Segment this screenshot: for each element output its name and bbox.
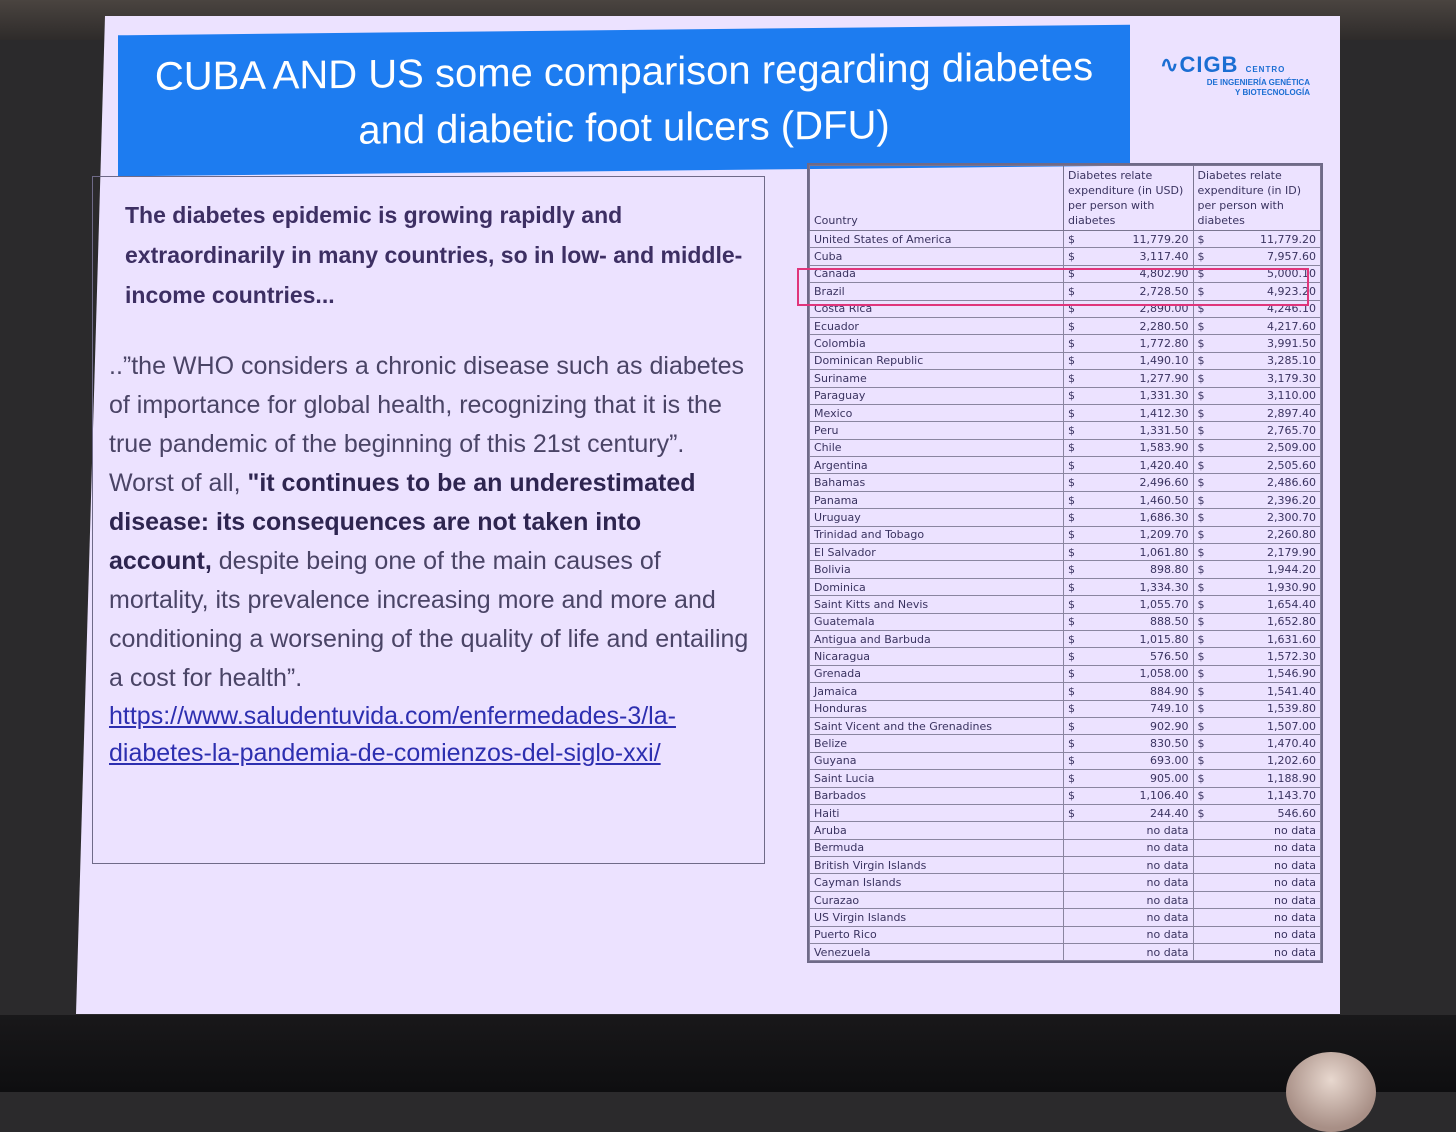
country-cell: Ecuador xyxy=(810,317,1064,334)
id-cell: 2,897.40 xyxy=(1212,404,1321,421)
currency-cell: $ xyxy=(1064,700,1083,717)
currency-cell: $ xyxy=(1064,544,1083,561)
header-id: Diabetes relate expenditure (in ID) per person with diabetes xyxy=(1193,166,1320,231)
id-cell: 1,143.70 xyxy=(1212,787,1321,804)
country-cell: Bermuda xyxy=(810,839,1064,856)
usd-cell: no data xyxy=(1082,926,1193,943)
table-row xyxy=(810,665,1321,682)
table-row xyxy=(810,422,1321,439)
currency-cell: $ xyxy=(1193,317,1212,334)
currency-cell: $ xyxy=(1064,752,1083,769)
id-cell: 2,486.60 xyxy=(1212,474,1321,491)
currency-cell: $ xyxy=(1193,596,1212,613)
table-row xyxy=(810,526,1321,543)
id-cell: 1,572.30 xyxy=(1212,648,1321,665)
country-cell: Saint Lucia xyxy=(810,770,1064,787)
floor xyxy=(0,1015,1456,1092)
country-cell: British Virgin Islands xyxy=(810,857,1064,874)
country-cell: Uruguay xyxy=(810,509,1064,526)
usd-cell: 888.50 xyxy=(1082,613,1193,630)
logo-wave-icon: ∿ xyxy=(1160,52,1180,77)
currency-cell: $ xyxy=(1064,787,1083,804)
table-row xyxy=(810,909,1321,926)
id-cell: no data xyxy=(1212,839,1321,856)
id-cell: 1,631.60 xyxy=(1212,630,1321,647)
country-cell: Brazil xyxy=(810,283,1064,300)
id-cell: 1,944.20 xyxy=(1212,561,1321,578)
table-row xyxy=(810,474,1321,491)
country-cell: United States of America xyxy=(810,231,1064,248)
id-cell: 1,930.90 xyxy=(1212,578,1321,595)
id-cell: no data xyxy=(1212,944,1321,961)
currency-cell: $ xyxy=(1064,596,1083,613)
currency-cell: $ xyxy=(1193,770,1212,787)
country-cell: Dominican Republic xyxy=(810,352,1064,369)
currency-cell: $ xyxy=(1193,491,1212,508)
country-cell: Guyana xyxy=(810,752,1064,769)
table-row xyxy=(810,630,1321,647)
currency-cell: $ xyxy=(1064,613,1083,630)
currency-cell: $ xyxy=(1064,439,1083,456)
id-cell: 2,260.80 xyxy=(1212,526,1321,543)
source-link[interactable]: https://www.saludentuvida.com/enfermedades-3/la-diabetes-la-pandemia-de-comienzos-del-siglo-xxi/ xyxy=(109,702,676,767)
country-cell: El Salvador xyxy=(810,544,1064,561)
usd-cell: 749.10 xyxy=(1082,700,1193,717)
currency-cell: $ xyxy=(1064,474,1083,491)
table-row xyxy=(810,578,1321,595)
audience-head xyxy=(1286,1052,1376,1132)
usd-cell: no data xyxy=(1082,822,1193,839)
id-cell: 3,179.30 xyxy=(1212,370,1321,387)
currency-cell: $ xyxy=(1064,630,1083,647)
usd-cell: 1,277.90 xyxy=(1082,370,1193,387)
country-cell: Puerto Rico xyxy=(810,926,1064,943)
table-row xyxy=(810,804,1321,821)
currency-cell: $ xyxy=(1193,283,1212,300)
usd-cell: 905.00 xyxy=(1082,770,1193,787)
usd-cell: 576.50 xyxy=(1082,648,1193,665)
currency-cell: $ xyxy=(1064,526,1083,543)
country-cell: Panama xyxy=(810,491,1064,508)
country-cell: Haiti xyxy=(810,804,1064,821)
table-row xyxy=(810,874,1321,891)
currency-cell: $ xyxy=(1064,491,1083,508)
table-row xyxy=(810,944,1321,961)
country-cell: Saint Kitts and Nevis xyxy=(810,596,1064,613)
table-row xyxy=(810,231,1321,248)
currency-cell: $ xyxy=(1193,335,1212,352)
currency-cell: $ xyxy=(1064,335,1083,352)
country-cell: Suriname xyxy=(810,370,1064,387)
currency-cell: $ xyxy=(1193,404,1212,421)
currency-cell: $ xyxy=(1064,231,1083,248)
usd-cell: 902.90 xyxy=(1082,717,1193,734)
table-row xyxy=(810,387,1321,404)
currency-cell xyxy=(1064,839,1083,856)
id-cell: 1,546.90 xyxy=(1212,665,1321,682)
country-cell: Curazao xyxy=(810,891,1064,908)
country-cell: Peru xyxy=(810,422,1064,439)
country-cell: Costa Rica xyxy=(810,300,1064,317)
usd-cell: 693.00 xyxy=(1082,752,1193,769)
currency-cell: $ xyxy=(1064,648,1083,665)
currency-cell: $ xyxy=(1064,683,1083,700)
usd-cell: 884.90 xyxy=(1082,683,1193,700)
id-cell: 2,179.90 xyxy=(1212,544,1321,561)
currency-cell: $ xyxy=(1193,804,1212,821)
currency-cell: $ xyxy=(1193,648,1212,665)
text-panel xyxy=(92,176,765,864)
usd-cell: 1,583.90 xyxy=(1082,439,1193,456)
currency-cell: $ xyxy=(1193,509,1212,526)
id-cell: 1,539.80 xyxy=(1212,700,1321,717)
country-cell: Bolivia xyxy=(810,561,1064,578)
id-cell: 2,300.70 xyxy=(1212,509,1321,526)
usd-cell: 2,890.00 xyxy=(1082,300,1193,317)
id-cell: no data xyxy=(1212,909,1321,926)
usd-cell: 3,117.40 xyxy=(1082,248,1193,265)
currency-cell: $ xyxy=(1193,613,1212,630)
id-cell: 2,765.70 xyxy=(1212,422,1321,439)
usd-cell: 1,490.10 xyxy=(1082,352,1193,369)
country-cell: Honduras xyxy=(810,700,1064,717)
currency-cell: $ xyxy=(1064,804,1083,821)
usd-cell: no data xyxy=(1082,909,1193,926)
country-cell: Dominica xyxy=(810,578,1064,595)
currency-cell xyxy=(1193,822,1212,839)
currency-cell: $ xyxy=(1064,248,1083,265)
country-cell: Paraguay xyxy=(810,387,1064,404)
country-cell: Grenada xyxy=(810,665,1064,682)
currency-cell: $ xyxy=(1193,544,1212,561)
table-row xyxy=(810,839,1321,856)
currency-cell: $ xyxy=(1193,422,1212,439)
table-row xyxy=(810,509,1321,526)
cigb-logo xyxy=(1160,52,1310,102)
id-cell: 4,217.60 xyxy=(1212,317,1321,334)
country-cell: Chile xyxy=(810,439,1064,456)
usd-cell: 2,728.50 xyxy=(1082,283,1193,300)
country-cell: Cayman Islands xyxy=(810,874,1064,891)
id-cell: 2,396.20 xyxy=(1212,491,1321,508)
table-row xyxy=(810,544,1321,561)
table-row xyxy=(810,822,1321,839)
currency-cell: $ xyxy=(1064,735,1083,752)
currency-cell: $ xyxy=(1064,717,1083,734)
table-row xyxy=(810,857,1321,874)
country-cell: Barbados xyxy=(810,787,1064,804)
currency-cell: $ xyxy=(1193,700,1212,717)
country-cell: Aruba xyxy=(810,822,1064,839)
usd-cell: 1,460.50 xyxy=(1082,491,1193,508)
id-cell: no data xyxy=(1212,891,1321,908)
intro-paragraph: The diabetes epidemic is growing rapidly and extraordinarily in many countries, so in low- and middle-income countries... xyxy=(125,202,743,308)
table-row xyxy=(810,596,1321,613)
currency-cell: $ xyxy=(1193,787,1212,804)
country-cell: US Virgin Islands xyxy=(810,909,1064,926)
currency-cell: $ xyxy=(1193,474,1212,491)
id-cell: 1,654.40 xyxy=(1212,596,1321,613)
country-cell: Nicaragua xyxy=(810,648,1064,665)
usd-cell: 1,058.00 xyxy=(1082,665,1193,682)
country-cell: Guatemala xyxy=(810,613,1064,630)
currency-cell: $ xyxy=(1193,248,1212,265)
usd-cell: 244.40 xyxy=(1082,804,1193,821)
usd-cell: 1,420.40 xyxy=(1082,457,1193,474)
country-cell: Trinidad and Tobago xyxy=(810,526,1064,543)
currency-cell: $ xyxy=(1064,352,1083,369)
currency-cell: $ xyxy=(1193,735,1212,752)
table-row xyxy=(810,752,1321,769)
id-cell: 4,246.10 xyxy=(1212,300,1321,317)
country-cell: Canada xyxy=(810,265,1064,282)
currency-cell: $ xyxy=(1064,457,1083,474)
currency-cell: $ xyxy=(1193,231,1212,248)
currency-cell: $ xyxy=(1064,561,1083,578)
table-row xyxy=(810,683,1321,700)
currency-cell xyxy=(1064,926,1083,943)
currency-cell: $ xyxy=(1064,578,1083,595)
id-cell: 546.60 xyxy=(1212,804,1321,821)
id-cell: 2,505.60 xyxy=(1212,457,1321,474)
usd-cell: 1,106.40 xyxy=(1082,787,1193,804)
currency-cell: $ xyxy=(1193,387,1212,404)
currency-cell: $ xyxy=(1193,683,1212,700)
usd-cell: 1,061.80 xyxy=(1082,544,1193,561)
currency-cell: $ xyxy=(1193,665,1212,682)
id-cell: 4,923.20 xyxy=(1212,283,1321,300)
country-cell: Jamaica xyxy=(810,683,1064,700)
currency-cell: $ xyxy=(1064,265,1083,282)
usd-cell: 1,772.80 xyxy=(1082,335,1193,352)
country-cell: Colombia xyxy=(810,335,1064,352)
quote-paragraph: ..”the WHO considers a chronic disease such as diabetes of importance for global health, recognizing that it is the true pandemic of the beginning of this 21st century”. Worst of all, "it continues to be an underestimated disease: its consequences are not taken into account, despite being one of the main causes of mortality, its prevalence increasing more and more and conditioning a worsening of the quality of life and entailing a cost for health”. xyxy=(109,352,749,692)
table-row xyxy=(810,317,1321,334)
currency-cell: $ xyxy=(1064,317,1083,334)
currency-cell xyxy=(1064,874,1083,891)
table-row xyxy=(810,491,1321,508)
usd-cell: 2,496.60 xyxy=(1082,474,1193,491)
country-cell: Cuba xyxy=(810,248,1064,265)
usd-cell: no data xyxy=(1082,891,1193,908)
header-country: Country xyxy=(810,166,1064,231)
usd-cell: 1,209.70 xyxy=(1082,526,1193,543)
usd-cell: 11,779.20 xyxy=(1082,231,1193,248)
currency-cell: $ xyxy=(1193,457,1212,474)
id-cell: 1,652.80 xyxy=(1212,613,1321,630)
country-cell: Argentina xyxy=(810,457,1064,474)
currency-cell: $ xyxy=(1064,283,1083,300)
currency-cell: $ xyxy=(1193,352,1212,369)
currency-cell: $ xyxy=(1064,665,1083,682)
table-row xyxy=(810,700,1321,717)
header-usd: Diabetes relate expenditure (in USD) per person with diabetes xyxy=(1064,166,1194,231)
logo-mark: ∿CIGB CENTRO xyxy=(1160,52,1286,77)
slide-title: CUBA AND US some comparison regarding diabetes and diabetic foot ulcers (DFU) xyxy=(118,25,1130,177)
table-row xyxy=(810,613,1321,630)
currency-cell: $ xyxy=(1064,404,1083,421)
table-row xyxy=(810,352,1321,369)
usd-cell: 1,331.50 xyxy=(1082,422,1193,439)
quote-emphasis: "it continues to be an underestimated disease: its consequences are not taken into account, xyxy=(109,469,696,575)
id-cell: 1,507.00 xyxy=(1212,717,1321,734)
currency-cell: $ xyxy=(1064,387,1083,404)
currency-cell: $ xyxy=(1193,578,1212,595)
currency-cell: $ xyxy=(1193,752,1212,769)
usd-cell: 1,015.80 xyxy=(1082,630,1193,647)
table-row xyxy=(810,457,1321,474)
currency-cell xyxy=(1064,944,1083,961)
table-row xyxy=(810,439,1321,456)
table-row xyxy=(810,717,1321,734)
id-cell: 1,541.40 xyxy=(1212,683,1321,700)
currency-cell xyxy=(1193,909,1212,926)
currency-cell xyxy=(1193,891,1212,908)
id-cell: 2,509.00 xyxy=(1212,439,1321,456)
us-cuba-highlight-box xyxy=(797,268,1309,306)
country-cell: Belize xyxy=(810,735,1064,752)
currency-cell xyxy=(1064,891,1083,908)
currency-cell: $ xyxy=(1193,561,1212,578)
usd-cell: 4,802.90 xyxy=(1082,265,1193,282)
usd-cell: 830.50 xyxy=(1082,735,1193,752)
id-cell: 3,285.10 xyxy=(1212,352,1321,369)
currency-cell: $ xyxy=(1193,300,1212,317)
id-cell: 3,110.00 xyxy=(1212,387,1321,404)
usd-cell: 898.80 xyxy=(1082,561,1193,578)
currency-cell: $ xyxy=(1193,370,1212,387)
currency-cell: $ xyxy=(1064,370,1083,387)
currency-cell xyxy=(1193,926,1212,943)
currency-cell xyxy=(1193,839,1212,856)
usd-cell: no data xyxy=(1082,874,1193,891)
table-row xyxy=(810,248,1321,265)
usd-cell: 1,055.70 xyxy=(1082,596,1193,613)
table-row xyxy=(810,770,1321,787)
table-row xyxy=(810,891,1321,908)
currency-cell xyxy=(1193,857,1212,874)
table-row xyxy=(810,561,1321,578)
id-cell: no data xyxy=(1212,822,1321,839)
currency-cell: $ xyxy=(1064,422,1083,439)
id-cell: 3,991.50 xyxy=(1212,335,1321,352)
id-cell: 7,957.60 xyxy=(1212,248,1321,265)
usd-cell: 1,686.30 xyxy=(1082,509,1193,526)
id-cell: 1,470.40 xyxy=(1212,735,1321,752)
currency-cell xyxy=(1064,909,1083,926)
currency-cell xyxy=(1064,822,1083,839)
table-row xyxy=(810,926,1321,943)
id-cell: no data xyxy=(1212,926,1321,943)
table-row xyxy=(810,370,1321,387)
currency-cell: $ xyxy=(1064,300,1083,317)
currency-cell xyxy=(1193,944,1212,961)
country-cell: Antigua and Barbuda xyxy=(810,630,1064,647)
currency-cell: $ xyxy=(1193,439,1212,456)
logo-subtitle-1: DE INGENIERÍA GENÉTICA xyxy=(1206,78,1310,87)
currency-cell: $ xyxy=(1193,265,1212,282)
country-cell: Venezuela xyxy=(810,944,1064,961)
usd-cell: 1,331.30 xyxy=(1082,387,1193,404)
currency-cell xyxy=(1193,874,1212,891)
table-row xyxy=(810,787,1321,804)
usd-cell: 1,334.30 xyxy=(1082,578,1193,595)
currency-cell: $ xyxy=(1193,630,1212,647)
currency-cell: $ xyxy=(1064,770,1083,787)
id-cell: 5,000.10 xyxy=(1212,265,1321,282)
id-cell: 1,188.90 xyxy=(1212,770,1321,787)
id-cell: no data xyxy=(1212,857,1321,874)
id-cell: 1,202.60 xyxy=(1212,752,1321,769)
usd-cell: no data xyxy=(1082,857,1193,874)
usd-cell: no data xyxy=(1082,839,1193,856)
usd-cell: 2,280.50 xyxy=(1082,317,1193,334)
currency-cell: $ xyxy=(1193,526,1212,543)
currency-cell: $ xyxy=(1193,717,1212,734)
currency-cell: $ xyxy=(1064,509,1083,526)
id-cell: 11,779.20 xyxy=(1212,231,1321,248)
logo-subtitle-2: Y BIOTECNOLOGÍA xyxy=(1235,88,1310,97)
table-row xyxy=(810,404,1321,421)
id-cell: no data xyxy=(1212,874,1321,891)
table-row xyxy=(810,335,1321,352)
country-cell: Bahamas xyxy=(810,474,1064,491)
currency-cell xyxy=(1064,857,1083,874)
usd-cell: 1,412.30 xyxy=(1082,404,1193,421)
country-cell: Saint Vicent and the Grenadines xyxy=(810,717,1064,734)
table-row xyxy=(810,648,1321,665)
usd-cell: no data xyxy=(1082,944,1193,961)
country-cell: Mexico xyxy=(810,404,1064,421)
table-row xyxy=(810,735,1321,752)
